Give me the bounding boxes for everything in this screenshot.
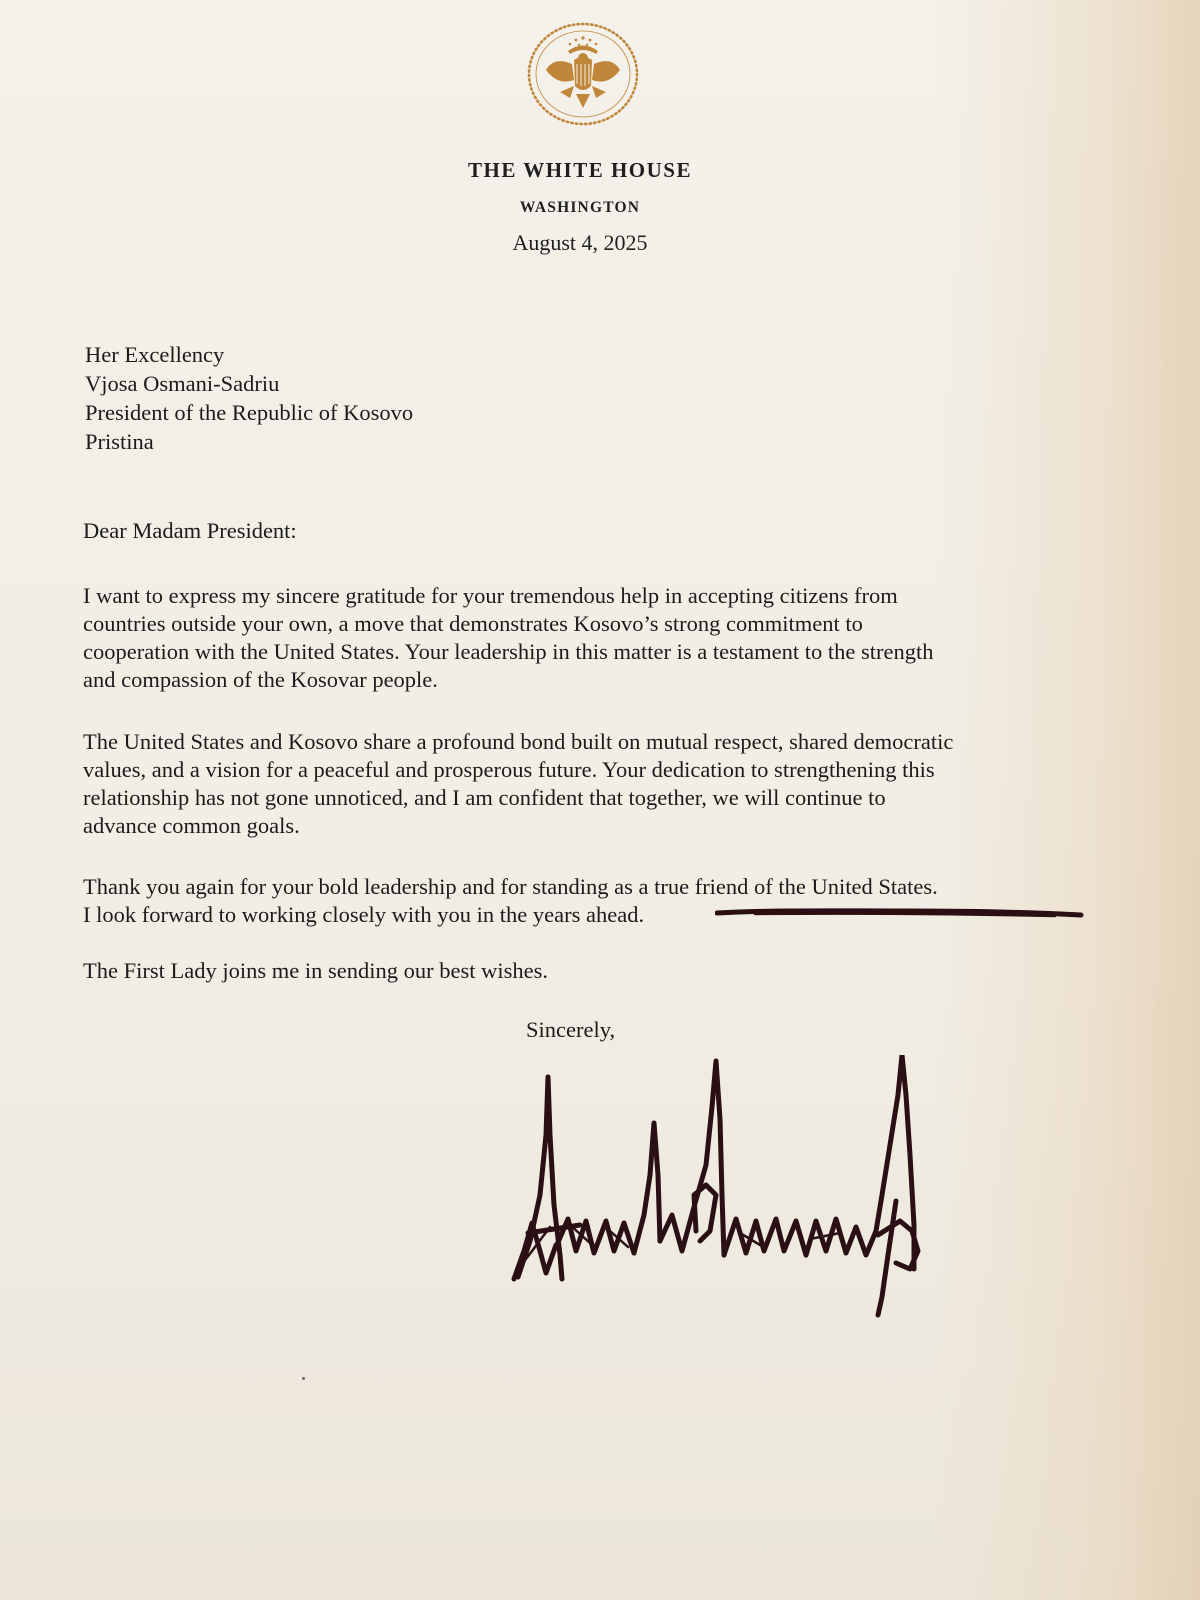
handwritten-signature <box>510 1055 950 1355</box>
paragraph-line: The First Lady joins me in sending our best wishes. <box>83 958 548 983</box>
paragraph-line: and compassion of the Kosovar people. <box>83 667 438 692</box>
letter-date: August 4, 2025 <box>512 230 648 255</box>
handwritten-underline <box>715 906 1085 922</box>
body-paragraph <box>83 582 1083 694</box>
paragraph-line: Thank you again for your bold leadership and for standing as a true friend of the United States. <box>83 874 938 899</box>
letterhead-city: WASHINGTON <box>519 199 641 216</box>
recipient-city: Pristina <box>85 429 154 454</box>
paragraph-line: cooperation with the United States. Your leadership in this matter is a testament to the strength <box>83 639 934 664</box>
body-paragraph <box>83 728 1083 840</box>
paragraph-line: values, and a vision for a peaceful and prosperous future. Your dedication to strengthening this <box>83 757 935 782</box>
recipient-line: Her Excellency <box>85 342 225 367</box>
paragraph-line: countries outside your own, a move that demonstrates Kosovo’s strong commitment to <box>83 611 863 636</box>
body-paragraph <box>83 957 1083 985</box>
letterhead-title: THE WHITE HOUSE <box>467 158 692 182</box>
paragraph-line: advance common goals. <box>83 813 300 838</box>
closing: Sincerely, <box>526 1017 616 1042</box>
paragraph-line: relationship has not gone unnoticed, and I am confident that together, we will continue to <box>83 785 886 810</box>
recipient-title: President of the Republic of Kosovo <box>85 400 414 425</box>
recipient-name: Vjosa Osmani-Sadriu <box>85 371 280 396</box>
recipient-address <box>85 340 413 456</box>
paper-speck <box>302 1377 305 1380</box>
paragraph-line: The United States and Kosovo share a profound bond built on mutual respect, shared democratic <box>83 729 954 754</box>
salutation: Dear Madam President: <box>83 518 297 543</box>
presidential-seal-icon <box>524 20 642 128</box>
paragraph-line: I look forward to working closely with you in the years ahead. <box>83 902 645 927</box>
paragraph-line: I want to express my sincere gratitude for your tremendous help in accepting citizens from <box>83 583 898 608</box>
